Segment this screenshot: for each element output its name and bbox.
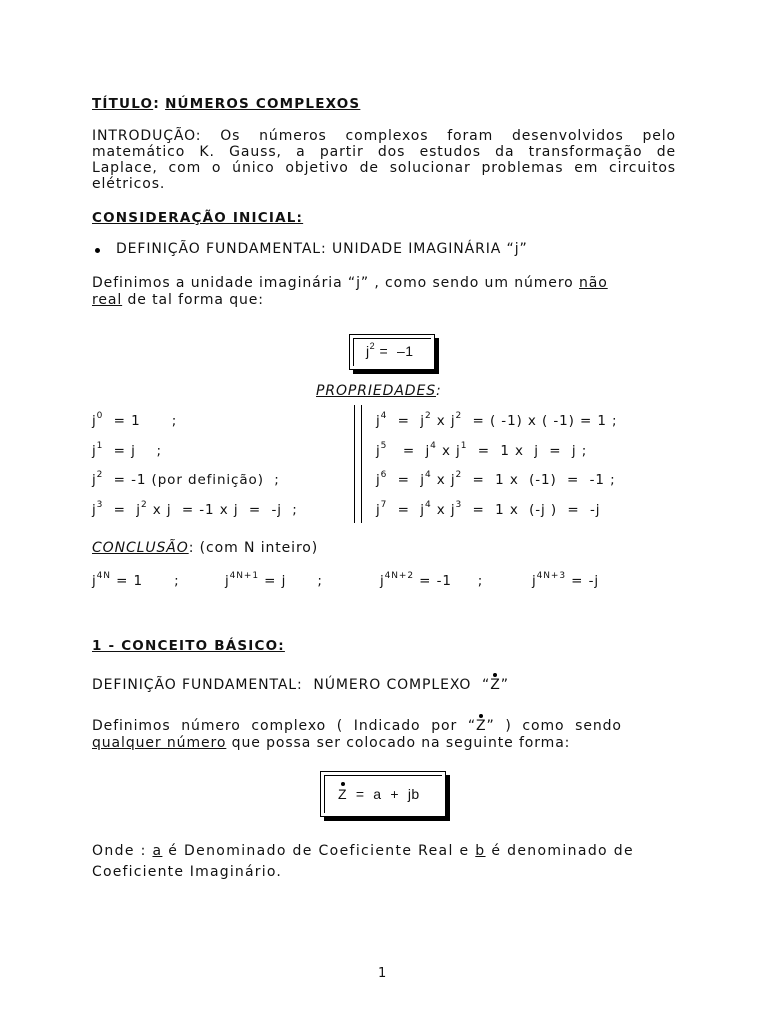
prop-text: = j ; [103, 443, 162, 459]
formula-box-z [320, 771, 446, 817]
prop-exponent: 2 [424, 411, 432, 421]
dot-accent-icon [341, 782, 345, 786]
bullet-definition: DEFINIÇÃO FUNDAMENTAL: UNIDADE IMAGINÁRIA “j” [116, 241, 528, 257]
conclusion-item [532, 573, 599, 589]
onde-text [92, 843, 634, 859]
def-complex-text: DEFINIÇÃO FUNDAMENTAL: NÚMERO COMPLEXO “ [92, 677, 491, 693]
prop-left-row [92, 472, 280, 488]
imag-def-text: de tal forma que: [122, 292, 264, 308]
complex-para-line2 [92, 735, 570, 751]
prop-exponent: 5 [380, 441, 388, 451]
formula-rest: = –1 [375, 343, 414, 359]
intro-line: elétricos. [92, 176, 166, 192]
prop-text: = 1 x (-1) = -1 ; [462, 472, 616, 488]
complex-para-underlined: qualquer número [92, 735, 227, 751]
def-complex-line [92, 677, 509, 693]
prop-exponent: 2 [455, 470, 463, 480]
imag-def-line1 [92, 275, 608, 291]
prop-exponent: 3 [96, 500, 104, 510]
prop-text: x j = -1 x j = -j ; [147, 502, 298, 518]
prop-base: j [376, 443, 381, 459]
prop-text: = 1 ; [103, 413, 178, 429]
conclusion-base: j [225, 573, 230, 589]
conclusion-text: = j ; [258, 573, 323, 589]
complex-para-part: ” ) como sendo [486, 718, 622, 734]
prop-base: j [376, 413, 381, 429]
prop-text: x j [431, 502, 456, 518]
intro-line: INTRODUÇÃO: Os números complexos foram desenvolvidos pelo [92, 128, 676, 144]
imag-def-line2 [92, 292, 264, 308]
prop-right-row [376, 413, 618, 429]
prop-exponent: 6 [380, 470, 388, 480]
prop-exponent: 4 [424, 500, 432, 510]
prop-left-row [92, 443, 162, 459]
prop-right-row [376, 443, 587, 459]
onde-part: Onde : [92, 843, 153, 859]
complex-para-z [476, 718, 487, 734]
page-number: 1 [378, 966, 388, 981]
formula-exponent: 2 [369, 341, 376, 351]
prop-exponent: 2 [455, 411, 463, 421]
conclusion-base: j [92, 573, 97, 589]
properties-heading [316, 383, 442, 399]
conclusion-base: j [380, 573, 385, 589]
onde-coef-a: a [152, 843, 163, 859]
complex-para-text: que possa ser colocado na seguinte forma: [226, 735, 571, 751]
z-letter: Z [475, 718, 487, 734]
prop-text: = ( -1) x ( -1) = 1 ; [462, 413, 618, 429]
formula-base: j [366, 343, 370, 359]
prop-left-row [92, 413, 177, 429]
prop-text: = -1 (por definição) ; [103, 472, 280, 488]
prop-text: = j [103, 502, 141, 518]
properties-label: PROPRIEDADES [316, 383, 437, 399]
conclusion-base: j [532, 573, 537, 589]
onde-line1 [92, 843, 676, 859]
prop-left-row [92, 502, 298, 518]
z-letter: Z [490, 677, 501, 693]
prop-exponent: 2 [96, 470, 104, 480]
prop-text: x j [431, 413, 456, 429]
def-complex-z [490, 677, 501, 693]
conclusion-text: = 1 ; [110, 573, 180, 589]
conclusion-text: = -j [565, 573, 600, 589]
conclusion-item [92, 573, 180, 589]
conclusion-exponent: 4N+2 [384, 571, 414, 581]
prop-text: = 1 x j = j ; [467, 443, 588, 459]
complex-para-text [92, 718, 622, 734]
intro-line: Laplace, com o único objetivo de solucionar problemas em circuitos [92, 160, 676, 176]
conclusion-rest: : (com N inteiro) [188, 540, 319, 556]
prop-exponent: 1 [460, 441, 468, 451]
conclusion-exponent: 4N+1 [229, 571, 259, 581]
onde-line2: Coeficiente Imaginário. [92, 864, 282, 880]
prop-text: = j [387, 502, 425, 518]
formula-j-squared [366, 343, 414, 359]
onde-part: é denominado de [485, 843, 634, 859]
imag-def-underlined: não [578, 275, 608, 291]
prop-exponent: 7 [380, 500, 388, 510]
prop-exponent: 0 [96, 411, 104, 421]
intro-paragraph [92, 128, 676, 192]
prop-text: x j [431, 472, 456, 488]
section-initial-heading: CONSIDERAÇÃO INICIAL: [92, 210, 304, 226]
prop-base: j [92, 502, 97, 518]
page-title [92, 96, 360, 112]
prop-right-row [376, 502, 600, 518]
prop-exponent: 1 [96, 441, 104, 451]
prop-base: j [376, 502, 381, 518]
prop-exponent: 2 [140, 500, 148, 510]
prop-exponent: 4 [380, 411, 388, 421]
prop-exponent: 4 [424, 470, 432, 480]
dot-accent-icon [479, 714, 483, 718]
section1-heading: 1 - CONCEITO BÁSICO: [92, 638, 285, 654]
title-colon: : [153, 96, 160, 112]
z-letter: Z [338, 786, 348, 802]
properties-colon: : [436, 383, 442, 399]
def-complex-close: ” [500, 677, 509, 693]
complex-para-line1 [92, 718, 676, 734]
intro-line: matemático K. Gauss, a partir dos estudos da transformação de [92, 144, 676, 160]
formula-z [338, 786, 420, 802]
prop-text: = j [387, 443, 431, 459]
prop-text: = j [387, 472, 425, 488]
prop-base: j [92, 413, 97, 429]
prop-base: j [92, 472, 97, 488]
prop-right-row [376, 472, 616, 488]
formula-rest: = a + jb [347, 786, 420, 802]
bullet-icon [95, 248, 100, 253]
prop-base: j [92, 443, 97, 459]
conclusion-text: = -1 ; [413, 573, 484, 589]
conclusion-item [225, 573, 323, 589]
formula-z-letter [338, 786, 347, 802]
separator-line [354, 405, 355, 523]
separator-line [361, 405, 362, 523]
title-text: NÚMEROS COMPLEXOS [165, 96, 361, 112]
prop-text: = j [387, 413, 425, 429]
formula-box-j-squared [349, 334, 435, 370]
complex-para-part: Definimos número complexo ( Indicado por “ [92, 718, 476, 734]
conclusion-label: CONCLUSÃO [92, 540, 189, 556]
prop-exponent: 4 [430, 441, 437, 451]
prop-exponent: 3 [455, 500, 463, 510]
onde-part: é Denominado de Coeficiente Real e [162, 843, 476, 859]
conclusion-item [380, 573, 483, 589]
conclusion-exponent: 4N [96, 571, 111, 581]
prop-text: x j [436, 443, 461, 459]
imag-def-text: Definimos a unidade imaginária “j” , como sendo um número [92, 275, 579, 291]
title-label: TÍTULO [92, 96, 154, 112]
conclusion-heading [92, 540, 318, 556]
prop-text: = 1 x (-j ) = -j [462, 502, 601, 518]
conclusion-exponent: 4N+3 [536, 571, 566, 581]
onde-coef-b: b [475, 843, 486, 859]
prop-base: j [376, 472, 381, 488]
imag-def-underlined: real [92, 292, 123, 308]
